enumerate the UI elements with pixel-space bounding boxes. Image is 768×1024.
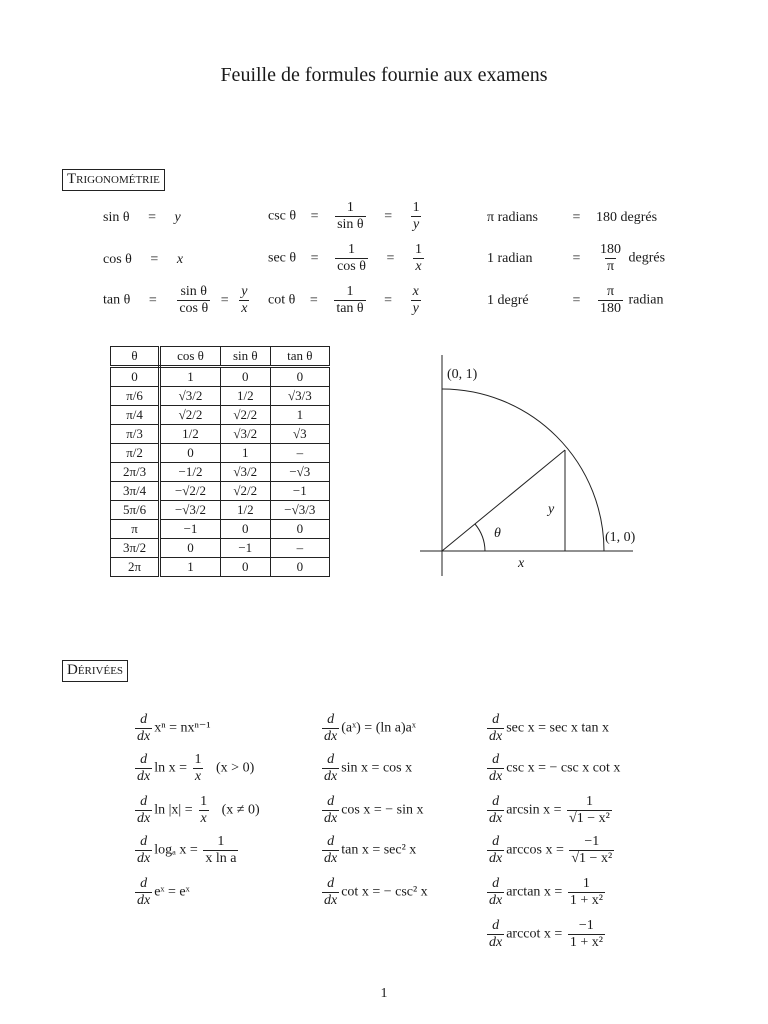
table-cell: −1: [270, 482, 329, 501]
table-cell: 0: [111, 367, 160, 387]
table-cell: 1: [160, 367, 221, 387]
header-theta: θ: [111, 347, 160, 367]
deriv-cos: $\frac{d}{dx}$ cos x = − sin x: [324, 794, 424, 826]
deriv-sec: $\frac{d}{dx}$ sec x = sec x tan x: [489, 712, 609, 744]
label-point-0-1: (0, 1): [447, 367, 478, 382]
conversion-pi-radians: π radians = 180 degrés: [487, 210, 658, 225]
deriv-a-pow-x: $\frac{d}{dx}$ (aˣ) = (ln a)aˣ: [324, 712, 416, 744]
header-cos: cos θ: [160, 347, 221, 367]
table-cell: 0: [220, 367, 270, 387]
table-row: [111, 387, 330, 406]
deriv-power: $\frac{d}{dx}$ xⁿ = nxⁿ⁻¹: [137, 712, 211, 744]
conversion-one-radian: 1 radian = $\frac{180}{\pi}$ degrés: [487, 242, 666, 274]
table-cell: π/2: [111, 444, 160, 463]
page-number: 1: [380, 986, 388, 1001]
table-cell: 1: [270, 406, 329, 425]
trig-values-table: [110, 346, 330, 577]
table-body: [111, 367, 330, 577]
table-cell: −√3/2: [160, 501, 221, 520]
table-cell: 1: [220, 444, 270, 463]
table-row: [111, 367, 330, 387]
radius-line: [442, 450, 565, 551]
table-cell: 1/2: [160, 425, 221, 444]
deriv-sin: $\frac{d}{dx}$ sin x = cos x: [324, 752, 413, 784]
table-cell: π: [111, 520, 160, 539]
table-cell: 0: [160, 539, 221, 558]
table-row: [111, 425, 330, 444]
quarter-circle-arc: [442, 389, 604, 551]
label-theta: θ: [494, 526, 501, 541]
section-trig-heading: Trigonométrie: [62, 169, 165, 191]
deriv-exp: $\frac{d}{dx}$ eˣ = eˣ: [137, 876, 190, 908]
table-cell: √3/2: [160, 387, 221, 406]
table-row: [111, 463, 330, 482]
table-row: [111, 482, 330, 501]
table-cell: √2/2: [160, 406, 221, 425]
table-header-row: [111, 347, 330, 367]
deriv-arcsin: $\frac{d}{dx}$ arcsin x = $\frac{1}{\text{√1 − x²}}$: [489, 794, 610, 826]
table-row: [111, 501, 330, 520]
table-cell: √3/3: [270, 387, 329, 406]
table-cell: –: [270, 539, 329, 558]
table-cell: 0: [220, 520, 270, 539]
table-cell: −1/2: [160, 463, 221, 482]
table-row: [111, 539, 330, 558]
deriv-csc: $\frac{d}{dx}$ csc x = − csc x cot x: [489, 752, 621, 784]
identity-sec: sec θ = $\frac{1}{\text{cos θ}}$ = $\frac{1}{x}$: [268, 242, 422, 274]
label-y: y: [548, 502, 555, 517]
identity-csc: csc θ = $\frac{1}{\text{sin θ}}$ = $\frac{1}{y}$: [268, 200, 420, 232]
deriv-arctan: $\frac{d}{dx}$ arctan x = $\frac{1}{\text{1 + x²}}$: [489, 876, 603, 908]
table-cell: 2π: [111, 558, 160, 577]
table-cell: 0: [220, 558, 270, 577]
table-cell: −1: [160, 520, 221, 539]
deriv-log: $\frac{d}{dx}$ logₐ x = $\frac{1}{\text{x ln a}}$: [137, 834, 237, 866]
table-row: [111, 520, 330, 539]
deriv-ln-abs: $\frac{d}{dx}$ ln |x| = $\frac{1}{x}$ (x ≠ 0): [137, 794, 260, 826]
table-cell: 0: [270, 520, 329, 539]
deriv-arccos: $\frac{d}{dx}$ arccos x = $\frac{-1}{\text{√1 − x²}}$: [489, 834, 613, 866]
table-cell: 3π/4: [111, 482, 160, 501]
table-cell: √3/2: [220, 463, 270, 482]
theta-arc: [475, 524, 485, 551]
deriv-ln: $\frac{d}{dx}$ ln x = $\frac{1}{x}$ (x > 0): [137, 752, 255, 784]
table-cell: −√3: [270, 463, 329, 482]
table-cell: 5π/6: [111, 501, 160, 520]
table-cell: π/6: [111, 387, 160, 406]
identity-cot: cot θ = $\frac{1}{\text{tan θ}}$ = $\frac{x}{y}$: [268, 284, 419, 316]
table-cell: 0: [270, 367, 329, 387]
deriv-cot: $\frac{d}{dx}$ cot x = − csc² x: [324, 876, 428, 908]
section-deriv-heading: Dérivées: [62, 660, 128, 682]
table-cell: √2/2: [220, 482, 270, 501]
page-title: Feuille de formules fournie aux examens: [220, 64, 548, 86]
table-cell: π/3: [111, 425, 160, 444]
table-cell: −√3/3: [270, 501, 329, 520]
label-x: x: [518, 556, 525, 571]
table-cell: –: [270, 444, 329, 463]
header-sin: sin θ: [220, 347, 270, 367]
identity-sin: sin θ = y: [103, 210, 181, 225]
table-cell: 0: [160, 444, 221, 463]
table-cell: 3π/2: [111, 539, 160, 558]
table-cell: −1: [220, 539, 270, 558]
deriv-tan: $\frac{d}{dx}$ tan x = sec² x: [324, 834, 417, 866]
table-cell: 1/2: [220, 501, 270, 520]
table-cell: √3: [270, 425, 329, 444]
identity-cos: cos θ = x: [103, 252, 184, 267]
label-point-1-0: (1, 0): [605, 530, 636, 545]
deriv-arccot: $\frac{d}{dx}$ arccot x = $\frac{-1}{\text{1 + x²}}$: [489, 918, 603, 950]
table-cell: 2π/3: [111, 463, 160, 482]
header-tan: tan θ: [270, 347, 329, 367]
table-cell: 1: [160, 558, 221, 577]
table-cell: √3/2: [220, 425, 270, 444]
table-cell: √2/2: [220, 406, 270, 425]
table-row: [111, 558, 330, 577]
table-cell: 0: [270, 558, 329, 577]
identity-tan: tan θ = $\frac{\text{sin θ}}{\text{cos θ}}$ = $\frac{y}{x}$: [103, 284, 248, 316]
table-row: [111, 406, 330, 425]
table-row: [111, 444, 330, 463]
table-cell: π/4: [111, 406, 160, 425]
conversion-one-degree: 1 degré = $\frac{\pi}{180}$ radian: [487, 284, 664, 316]
table-cell: 1/2: [220, 387, 270, 406]
table-cell: −√2/2: [160, 482, 221, 501]
